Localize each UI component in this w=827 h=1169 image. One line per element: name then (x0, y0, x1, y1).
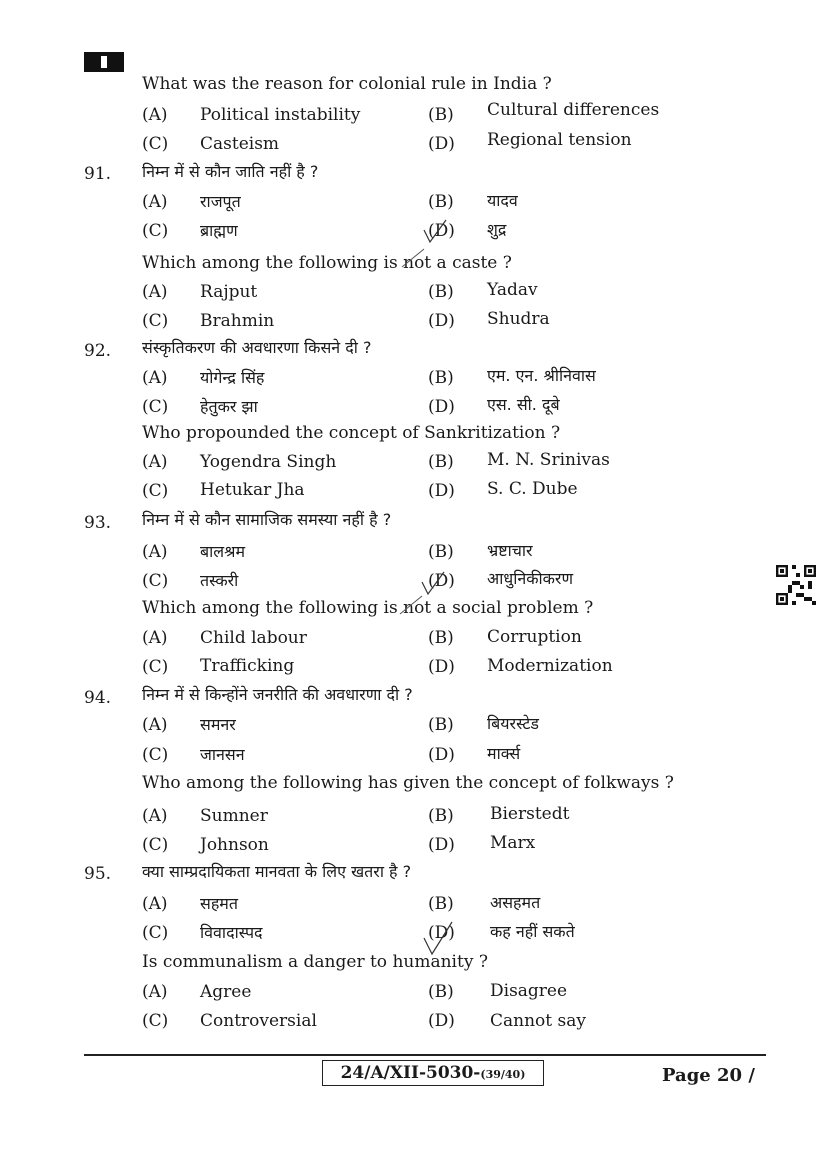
qr-code-icon (776, 565, 816, 605)
option-letter: (C) (142, 397, 169, 417)
option-letter: (D) (428, 657, 455, 677)
question-english: Which among the following is not a social problem ? (142, 598, 594, 618)
english-option-b: Disagree (490, 981, 568, 1001)
question-english: Is communalism a danger to humanity ? (142, 952, 488, 972)
english-option-a: Rajput (200, 282, 258, 302)
option-letter: (A) (142, 452, 168, 472)
question-number: 95. (84, 864, 112, 884)
option-letter: (D) (428, 835, 455, 855)
option-letter: (B) (428, 282, 454, 302)
hindi-option-c: तस्करी (200, 571, 239, 590)
continued-option-d: Regional tension (487, 130, 632, 150)
hindi-option-d: एस. सी. दूबे (487, 395, 560, 414)
question-hindi: संस्कृतिकरण की अवधारणा किसने दी ? (142, 338, 372, 357)
english-option-b: Bierstedt (490, 804, 570, 824)
question-number: 91. (84, 164, 112, 184)
option-letter: (D) (428, 1011, 455, 1031)
option-letter: (B) (428, 894, 454, 914)
pencil-tick-mark (420, 216, 450, 246)
option-letter: (A) (142, 894, 168, 914)
hindi-option-c: ब्राह्मण (200, 221, 238, 240)
option-letter: (C) (142, 745, 169, 765)
option-letter: (C) (142, 311, 169, 331)
english-option-d: Modernization (487, 656, 613, 676)
paper-code (322, 1060, 544, 1086)
option-letter: (B) (428, 628, 454, 648)
hindi-option-a: राजपूत (200, 192, 241, 211)
option-letter: (B) (428, 806, 454, 826)
pencil-tick-mark (418, 918, 458, 968)
pencil-tick-mark (398, 243, 428, 273)
question-number: 94. (84, 688, 112, 708)
question-hindi: निम्न में से कौन जाति नहीं है ? (142, 162, 319, 181)
hindi-option-c: विवादास्पद (200, 923, 263, 942)
option-letter: (D) (428, 221, 455, 241)
footer-rule (84, 1054, 766, 1056)
question-english: Which among the following is not a caste ? (142, 253, 512, 273)
option-letter: (A) (142, 105, 168, 125)
option-letter: (B) (428, 452, 454, 472)
option-letter: (C) (142, 1011, 169, 1031)
hindi-option-a: समनर (200, 715, 236, 734)
english-option-c: Controversial (200, 1011, 317, 1031)
option-letter: (C) (142, 657, 169, 677)
hindi-option-b: असहमत (490, 893, 541, 912)
english-option-a: Agree (200, 982, 252, 1002)
corner-registration-mark (84, 52, 124, 72)
hindi-option-d: मार्क्स (487, 744, 521, 763)
option-letter: (C) (142, 571, 169, 591)
english-option-d: Shudra (487, 309, 550, 329)
question-number: 92. (84, 341, 112, 361)
option-letter: (D) (428, 311, 455, 331)
option-letter: (A) (142, 982, 168, 1002)
option-letter: (C) (142, 134, 169, 154)
option-letter: (C) (142, 221, 169, 241)
option-letter: (B) (428, 715, 454, 735)
question-hindi: निम्न में से कौन सामाजिक समस्या नहीं है ? (142, 510, 392, 529)
option-letter: (B) (428, 542, 454, 562)
option-letter: (D) (428, 923, 455, 943)
pencil-tick-mark (396, 590, 426, 620)
hindi-option-a: सहमत (200, 894, 239, 913)
english-option-a: Sumner (200, 806, 268, 826)
hindi-option-d: आधुनिकीकरण (487, 569, 574, 588)
continued-option-b: Cultural differences (487, 100, 660, 120)
option-letter: (B) (428, 982, 454, 1002)
option-letter: (C) (142, 835, 169, 855)
question-hindi: निम्न में से किन्होंने जनरीति की अवधारणा दी ? (142, 685, 413, 704)
option-letter: (C) (142, 923, 169, 943)
english-option-c: Trafficking (200, 656, 295, 676)
english-option-b: M. N. Srinivas (487, 450, 610, 470)
option-letter: (D) (428, 745, 455, 765)
english-option-a: Yogendra Singh (200, 452, 337, 472)
hindi-option-d: कह नहीं सकते (490, 922, 575, 941)
english-option-b: Yadav (487, 280, 538, 300)
option-letter: (D) (428, 481, 455, 501)
continued-question: What was the reason for colonial rule in India ? (142, 74, 552, 94)
question-hindi: क्या साम्प्रदायिकता मानवता के लिए खतरा है ? (142, 862, 412, 881)
english-option-d: Marx (490, 833, 536, 853)
continued-option-c: Casteism (200, 134, 280, 154)
option-letter: (A) (142, 806, 168, 826)
hindi-option-a: योगेन्द्र सिंह (200, 368, 265, 387)
hindi-option-c: हेतुकर झा (200, 397, 258, 416)
hindi-option-c: जानसन (200, 745, 245, 764)
option-letter: (A) (142, 542, 168, 562)
english-option-b: Corruption (487, 627, 582, 647)
hindi-option-b: भ्रष्टाचार (487, 541, 533, 560)
option-letter: (D) (428, 571, 455, 591)
continued-option-a: Political instability (200, 105, 361, 125)
page-number: Page 20 / (662, 1065, 755, 1086)
question-number: 93. (84, 513, 112, 533)
option-letter: (A) (142, 282, 168, 302)
option-letter: (A) (142, 192, 168, 212)
hindi-option-b: एम. एन. श्रीनिवास (487, 366, 596, 385)
english-option-c: Brahmin (200, 311, 275, 331)
option-letter: (A) (142, 628, 168, 648)
hindi-option-b: बियरस्टेड (487, 714, 539, 733)
option-letter: (B) (428, 368, 454, 388)
question-english: Who among the following has given the concept of folkways ? (142, 773, 674, 793)
english-option-a: Child labour (200, 628, 307, 648)
english-option-d: Cannot say (490, 1011, 586, 1031)
english-option-d: S. C. Dube (487, 479, 578, 499)
hindi-option-a: बालश्रम (200, 542, 246, 561)
option-letter: (D) (428, 134, 455, 154)
option-letter: (A) (142, 715, 168, 735)
paper-code-suffix: (39/40) (480, 1068, 526, 1081)
option-letter: (C) (142, 481, 169, 501)
option-letter: (A) (142, 368, 168, 388)
option-letter: (B) (428, 192, 454, 212)
question-english: Who propounded the concept of Sankritization ? (142, 423, 561, 443)
english-option-c: Johnson (200, 835, 269, 855)
paper-code-text: 24/A/XII-5030- (340, 1063, 481, 1083)
hindi-option-d: शुद्र (487, 220, 507, 239)
english-option-c: Hetukar Jha (200, 480, 305, 500)
hindi-option-b: यादव (487, 191, 518, 210)
option-letter: (D) (428, 397, 455, 417)
option-letter: (B) (428, 105, 454, 125)
